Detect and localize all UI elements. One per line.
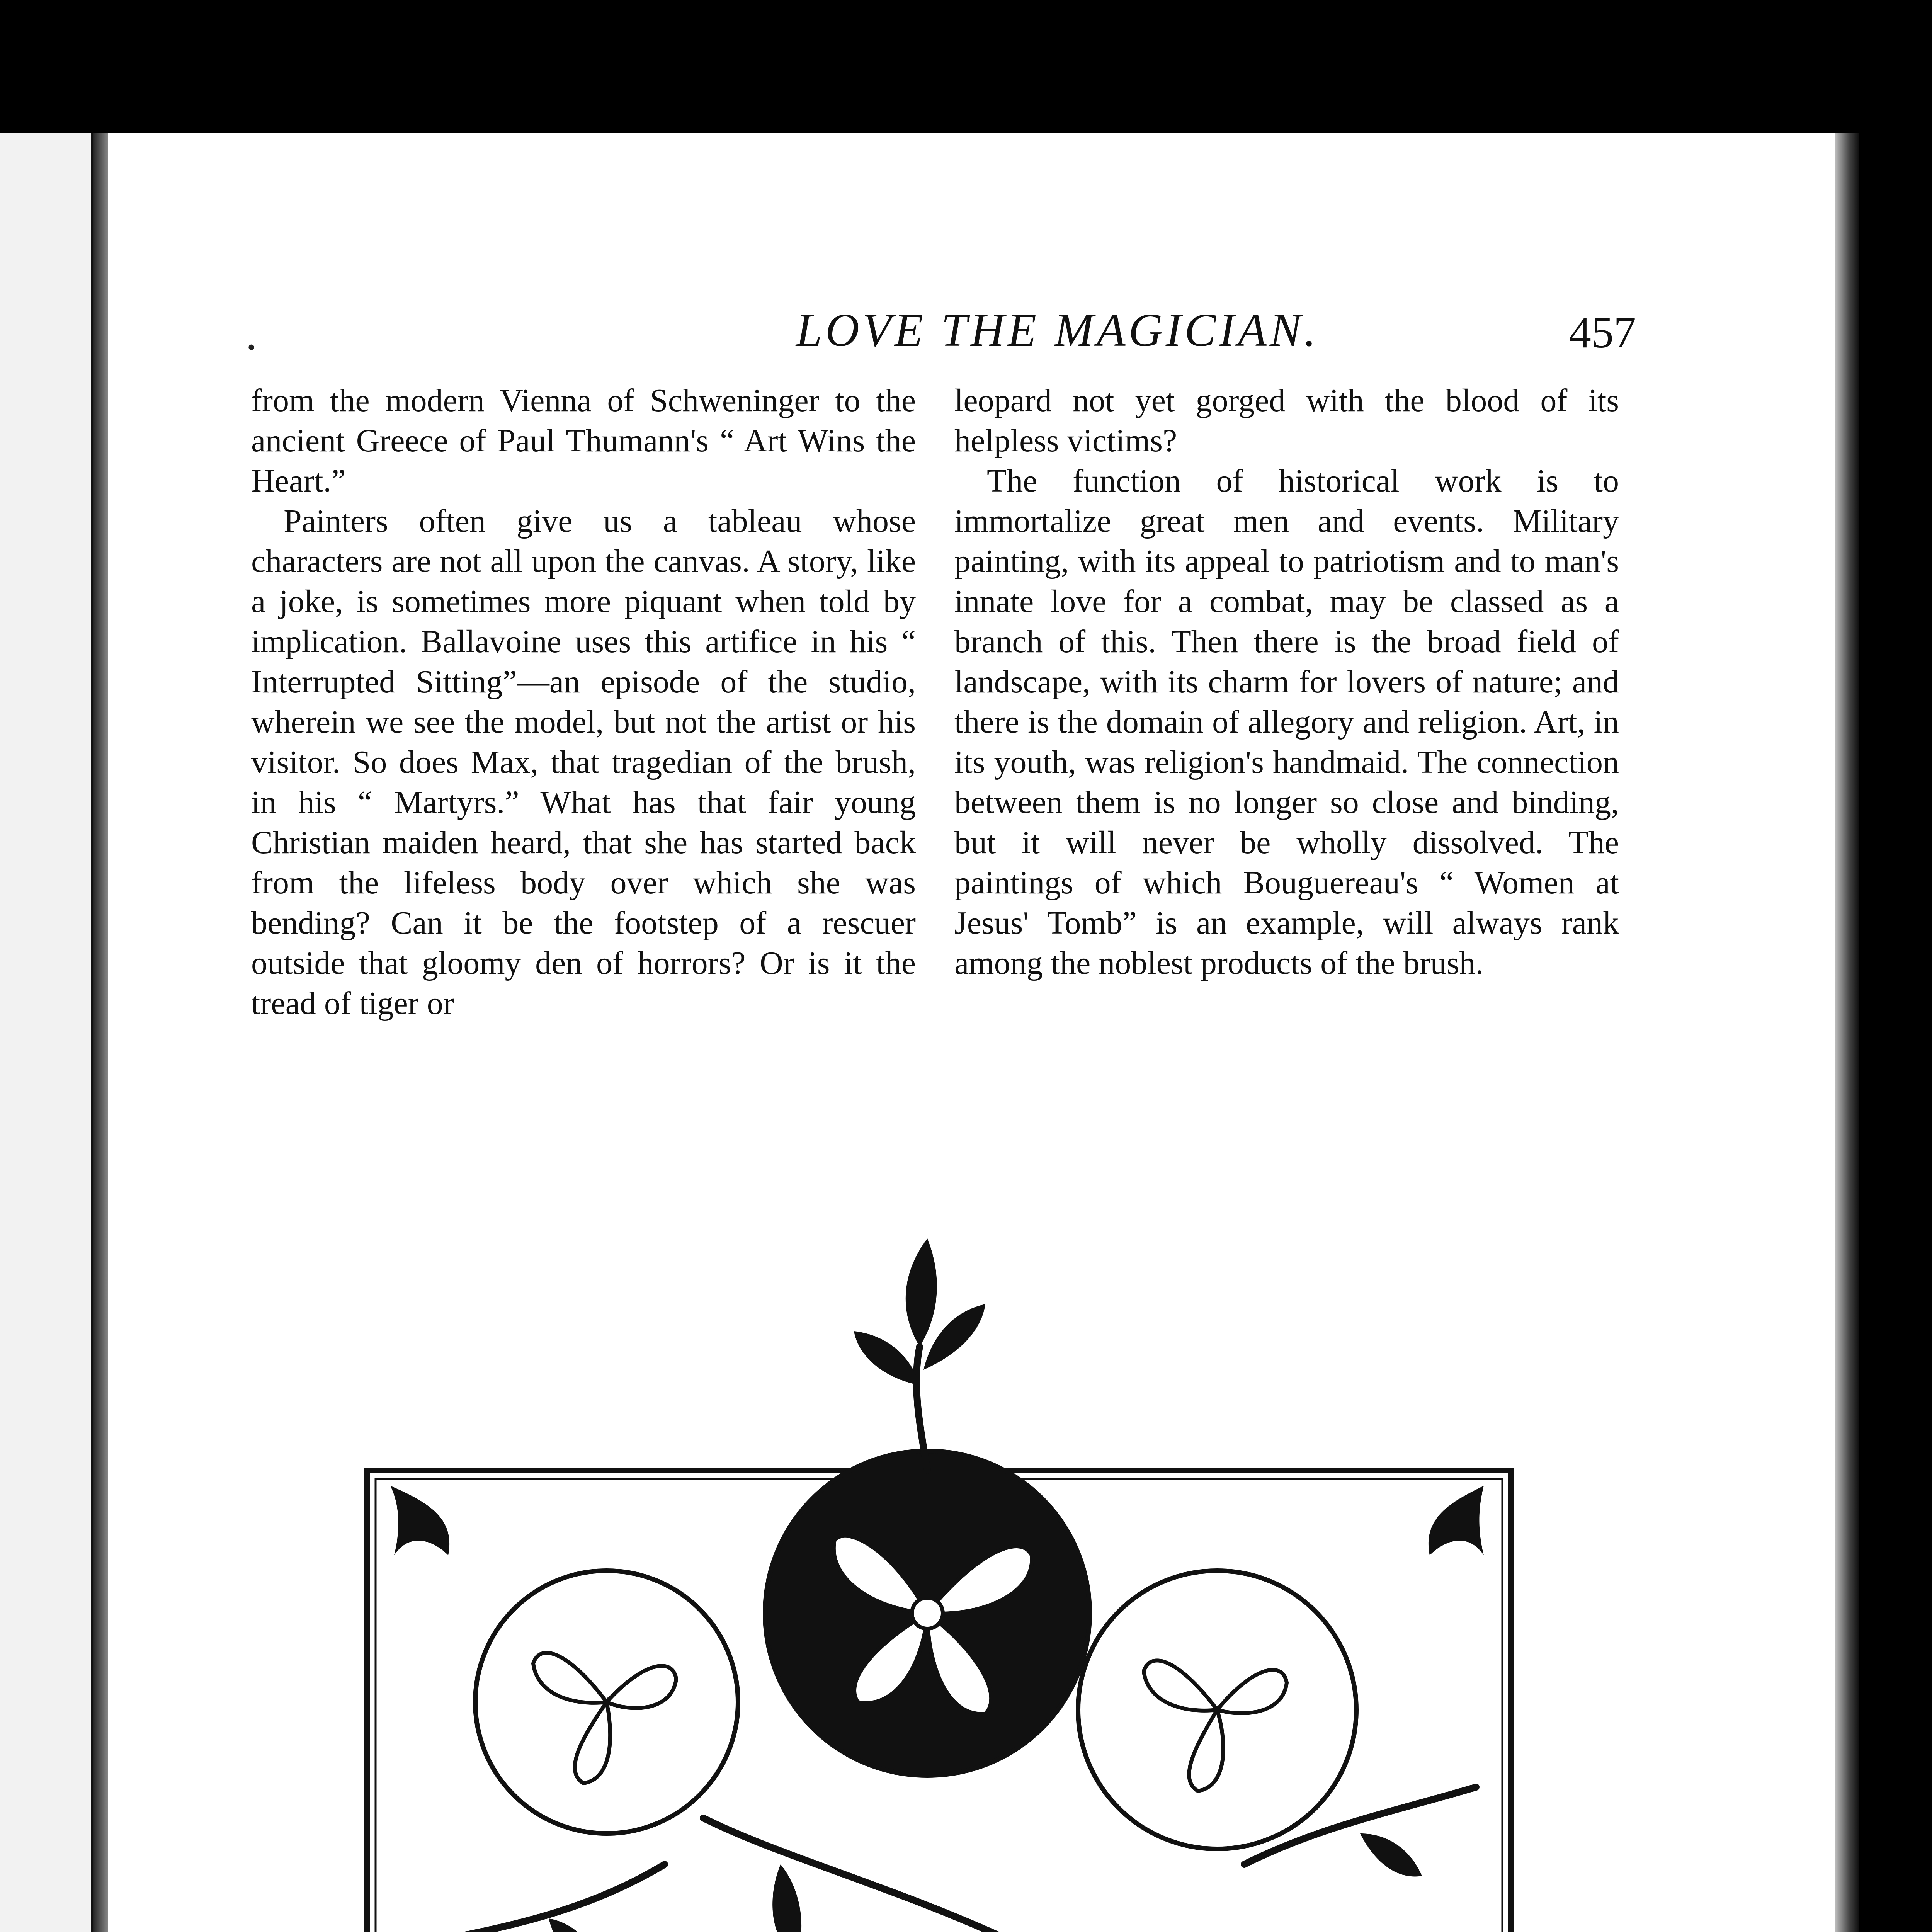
text-column-right [954, 381, 1619, 983]
facing-page-edge [0, 133, 98, 1932]
header-ornament: • [247, 335, 256, 360]
page-edge-shadow [1835, 133, 1859, 1932]
paragraph: The function of historical work is to immortalize great men and events. Military painting, with its appeal to patriotism and to man's innate love for a combat, may be classed as a branch of this. Then there is the broad field of landscape, with its charm for lovers of nature; and there is the domain of allegory and religion. Art, in its youth, was religion's handmaid. The connection between them is no longer so close and binding, but it will never be wholly dissolved. The paintings of which Bouguereau's “ Women at Jesus' Tomb” is an example, will always rank among the noblest products of the brush. [954, 463, 1619, 981]
book-gutter [93, 133, 108, 1932]
paragraph: leopard not yet gorged with the blood of its helpless victims? [954, 383, 1619, 459]
page-number: 457 [1569, 308, 1636, 357]
running-header [108, 303, 1835, 381]
dogwood-flower-illustration [355, 1208, 1631, 1932]
page [108, 133, 1835, 1932]
text-column-left [251, 381, 916, 1024]
paragraph: Painters often give us a tableau whose characters are not all upon the canvas. A story, like a joke, is sometimes more piquant when told by implication. Ballavoine uses this artifice in his “ Interrupted Sitting”—an episode of the studio, wherein we see the model, but not the artist or his visitor. So does Max, that tragedian of the brush, in his “ Martyrs.” What has that fair young Christian maiden heard, that she has started back from the lifeless body over which she was bending? Can it be the footstep of a rescuer outside that gloomy den of horrors? Or is it the tread of tiger or [251, 503, 916, 1021]
running-title: LOVE THE MAGICIAN. [796, 304, 1319, 356]
paragraph: from the modern Vienna of Schweninger to the ancient Greece of Paul Thumann's “ Art Wins the Heart.” [251, 383, 916, 499]
